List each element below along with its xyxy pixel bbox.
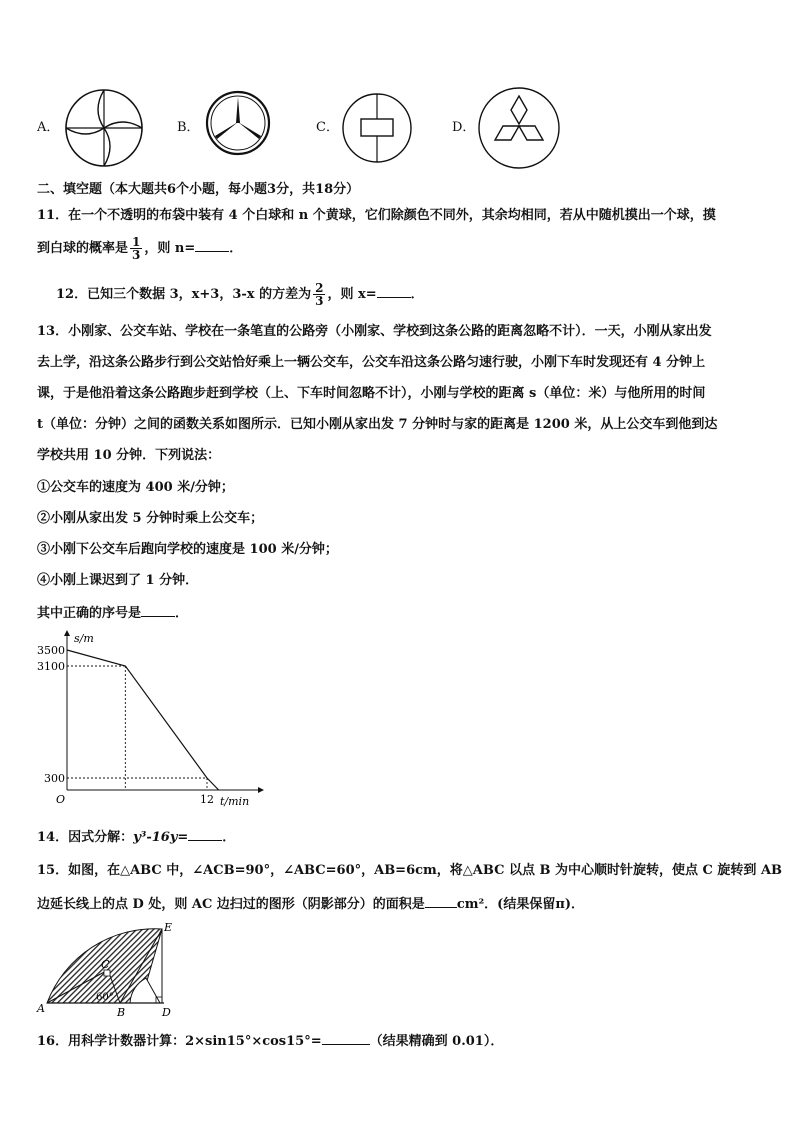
q13-answer-blank[interactable] [141,604,175,617]
q13-line-2: 去上学，沿这条公路步行到公交站恰好乘上一辆公交车，公交车沿这条公路匀速行驶，小刚下车时发现还有 4 分钟上 [37,355,706,370]
label-d: D [162,1006,171,1019]
angle-label: 60° [96,992,114,1003]
q12-text-suffix: ，则 x= [327,287,377,302]
q15-unit: cm²．(结果保留π)． [456,897,584,912]
option-b-figure [205,90,271,156]
q13-statement-1: ①公交车的速度为 400 米/分钟； [37,480,234,495]
origin-label: O [56,793,66,806]
option-c-letter: C． [316,120,339,135]
option-d-figure [477,86,561,170]
q12-line [56,282,424,308]
label-e: E [164,921,173,934]
q11-frac-num: 1 [132,235,141,249]
q12-frac-num: 2 [315,281,324,295]
q15-figure [34,918,182,1020]
q13-answer-prompt: 其中正确的序号是 [37,606,142,621]
q15-line1: 15．如图，在△ABC 中，∠ACB=90°，∠ABC=60°，AB=6cm，将△ABC 以点 B 为中心顺时针旋转，使点 C 旋转到 AB [37,863,783,878]
q11-line2 [37,236,242,262]
q16-suffix: （结果精确到 0.01）． [369,1034,504,1049]
label-a: A [37,1002,45,1015]
y-tick-3100: 3100 [37,660,65,673]
q13-end: ． [175,606,189,621]
q11-line1: 11．在一个不透明的布袋中装有 4 个白球和 n 个黄球，它们除颜色不同外，其余均相同，若从中随机摸出一个球，摸 [37,208,716,223]
q15-text: 边延长线上的点 D 处，则 AC 边扫过的图形（阴影部分）的面积是 [37,897,425,912]
y-axis-label: s/m [74,632,94,645]
q11-end: ． [229,241,243,256]
q13-line-1: 13．小刚家、公交车站、学校在一条笔直的公路旁（小刚家、学校到这条公路的距离忽略不计）．一天，小刚从家出发 [37,324,712,339]
q13-graph [30,628,270,810]
q13-statement-4: ④小刚上课迟到了 1 分钟． [37,573,199,588]
guide-lines [67,666,207,790]
q11-frac-den: 3 [132,248,141,262]
q14-answer-blank[interactable] [188,828,222,841]
option-a-letter: A． [37,120,60,135]
y-axis-arrow [64,630,70,636]
q14-line [37,828,235,846]
q16-answer-blank[interactable] [322,1032,370,1045]
q12-end: ． [410,287,424,302]
section-title: 二、填空题（本大题共6个小题，每小题3分，共18分） [37,182,360,197]
function-line [67,650,219,790]
q11-text: 到白球的概率是 [37,241,129,256]
tick-labels [37,644,214,806]
q14-expression: y³-16y= [133,830,189,845]
q15-answer-blank[interactable] [425,895,457,908]
x-tick-12: 12 [200,793,214,806]
q13-statement-2: ②小刚从家出发 5 分钟时乘上公交车； [37,511,264,526]
x-axis-label: t/min [220,795,250,808]
q15-line2 [37,895,584,913]
q16-line [37,1032,503,1050]
q12-text: 12．已知三个数据 3，x+3，3-x 的方差为 [56,287,312,302]
x-axis-arrow [258,787,264,793]
q12-frac-den: 3 [315,294,324,308]
q11-fraction [130,236,142,261]
y-tick-3500: 3500 [37,644,65,657]
y-tick-300: 300 [44,772,65,785]
q16-prefix: 16．用科学计数器计算：2×sin15°×cos15°= [37,1034,322,1049]
label-b: B [117,1006,126,1019]
q13-line-4: t（单位：分钟）之间的函数关系如图所示．已知小刚从家出发 7 分钟时与家的距离是 1200 米，从上公交车到他到达 [37,417,718,432]
q13-line-3: 课，于是他沿着这条公路跑步赶到学校（上、下车时间忽略不计），小刚与学校的距离 s（单位：米）与他所用的时间 [37,386,706,401]
option-d-letter: D． [452,120,476,135]
q12-fraction [313,282,325,307]
q14-prefix: 14．因式分解： [37,830,134,845]
q13-statement-3: ③小刚下公交车后跑向学校的速度是 100 米/分钟； [37,542,338,557]
label-c: C [101,958,110,971]
q13-line-5: 学校共用 10 分钟．下列说法： [37,448,221,463]
option-c-figure [341,92,413,164]
option-a-figure [64,88,144,168]
q11-answer-blank[interactable] [195,239,229,252]
q12-answer-blank[interactable] [377,285,411,298]
q14-end: ． [222,830,236,845]
q11-text-suffix: ，则 n= [144,241,196,256]
q13-answer-line [37,604,188,622]
option-b-letter: B． [177,120,200,135]
